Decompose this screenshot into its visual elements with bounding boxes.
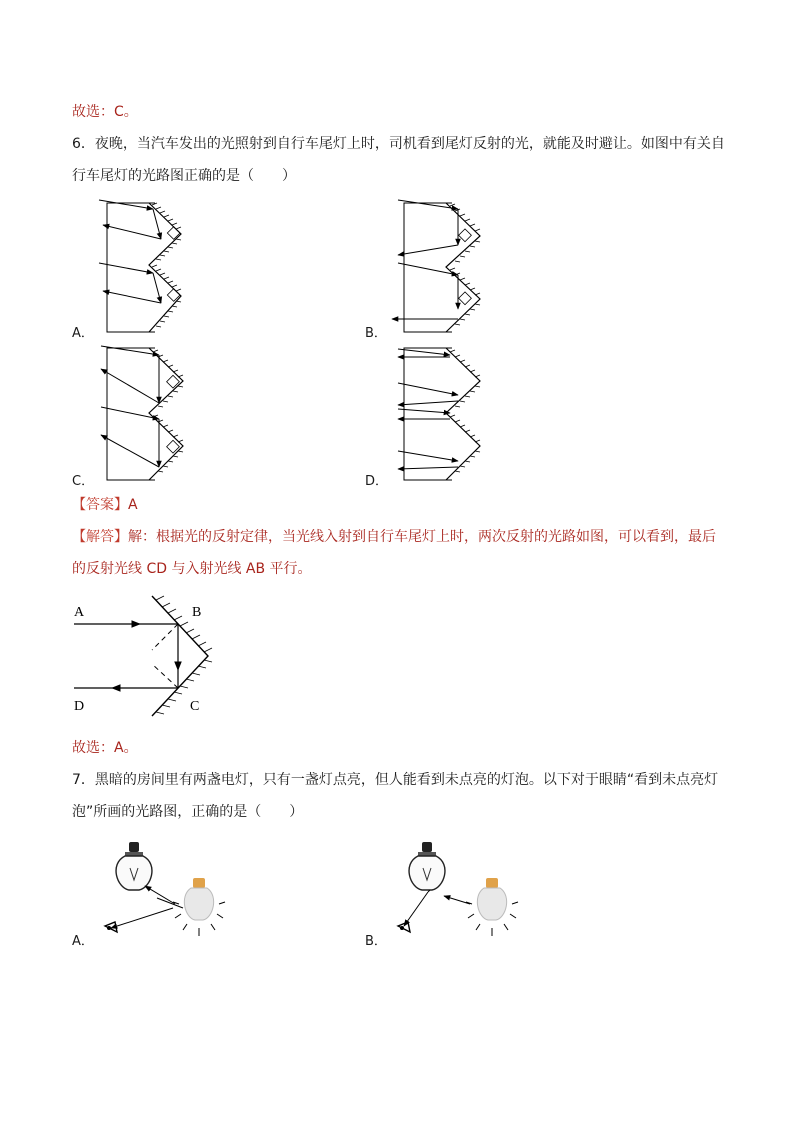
q7-figure-a [95, 838, 235, 942]
point-label-c: C [190, 699, 200, 714]
q6-option-a-label: A． [72, 326, 94, 341]
q6-figure-d [388, 343, 498, 485]
q5-choice: 故选：C。 [72, 104, 138, 120]
q6-explain-line2: 的反射光线 CD 与入射光线 AB 平行。 [72, 561, 312, 577]
unlit-bulb-icon [116, 842, 152, 890]
q6-option-b-label: B． [365, 326, 387, 341]
q6-figure-a [95, 195, 205, 337]
q6-choice: 故选：A。 [72, 740, 138, 756]
q6-answer [72, 495, 138, 515]
explain-tag: 【解答】 [72, 529, 128, 545]
point-label-a: A [74, 605, 85, 620]
reflection-diagram [68, 592, 238, 720]
q7-stem-line2: 泡”所画的光路图，正确的是（ ） [72, 804, 304, 820]
explain-text-1: 解：根据光的反射定律，当光线入射到自行车尾灯上时，两次反射的光路如图，可以看到，最后 [128, 529, 716, 545]
q6-explain-line1 [72, 527, 716, 547]
q6-option-c-label: C． [72, 474, 95, 489]
q6-stem-line2: 行车尾灯的光路图正确的是（ ） [72, 168, 296, 184]
q6-stem-line1: 6．夜晚，当汽车发出的光照射到自行车尾灯上时，司机看到尾灯反射的光，就能及时避让。如图中有关自 [72, 136, 725, 152]
point-label-d: D [74, 699, 85, 714]
q6-option-d-label: D． [365, 474, 389, 489]
q6-figure-c [95, 343, 205, 485]
unlit-bulb-icon [409, 842, 445, 890]
point-label-b: B [192, 605, 202, 620]
q7-option-b-label: B． [365, 934, 387, 949]
q7-stem-line1: 7．黑暗的房间里有两盏电灯，只有一盏灯点亮，但人能看到未点亮的灯泡。以下对于眼睛“看到未点亮灯 [72, 772, 719, 788]
lit-bulb-icon [466, 878, 518, 936]
q7-option-a-label: A． [72, 934, 94, 949]
q6-figure-b [388, 195, 498, 337]
q7-figure-b [388, 838, 528, 942]
answer-tag: 【答案】 [72, 497, 128, 513]
eye-icon [398, 922, 410, 932]
answer-value: A [128, 497, 138, 513]
